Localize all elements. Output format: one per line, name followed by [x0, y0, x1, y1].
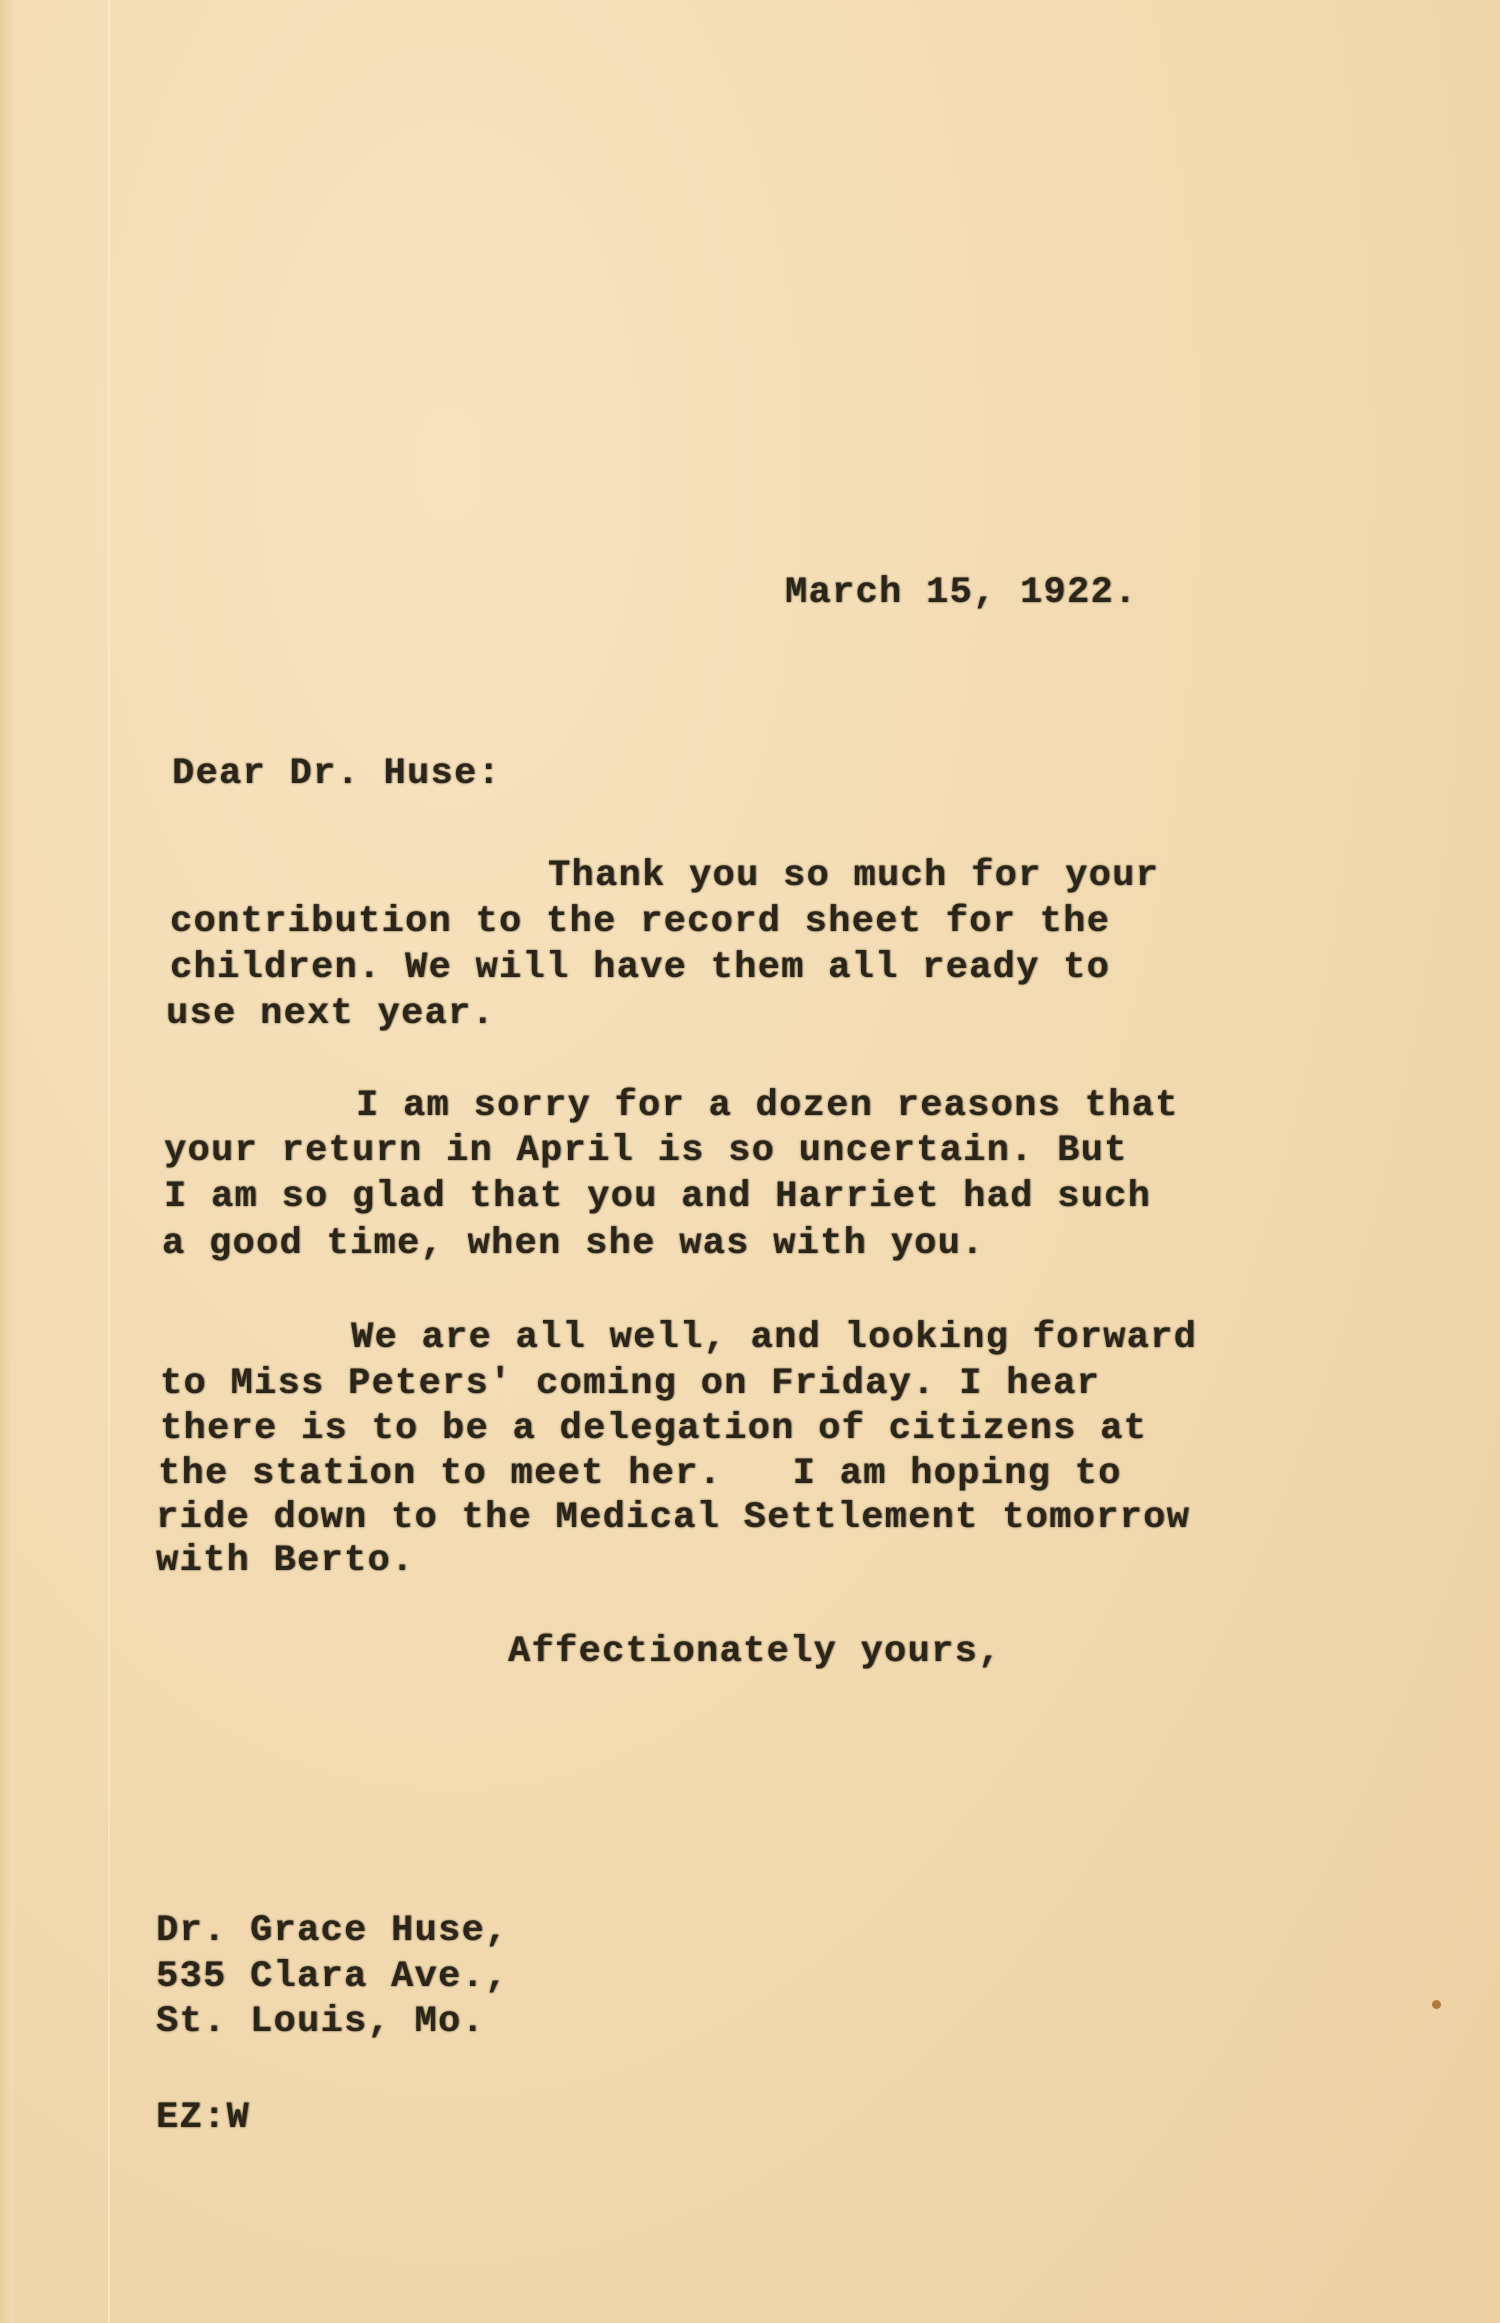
text-line: to Miss Peters' coming on Friday. I hear [160, 1363, 1101, 1405]
text-line: with Berto. [156, 1540, 415, 1582]
paper-crease [108, 0, 110, 2323]
paper-speck [1432, 2000, 1441, 2009]
text-line: We are all well, and looking forward [351, 1317, 1198, 1359]
text-line: there is to be a delegation of citizens at [160, 1408, 1148, 1450]
text-line: the station to meet her. I am hoping to [158, 1453, 1122, 1495]
address-line: St. Louis, Mo. [156, 2001, 486, 2043]
text-line: use next year. [166, 993, 496, 1035]
typist-initials: EZ:W [156, 2097, 251, 2139]
text-line: ride down to the Medical Settlement tomorrow [156, 1497, 1191, 1539]
text-line: a good time, when she was with you. [162, 1223, 985, 1265]
text-line: contribution to the record sheet for the [170, 901, 1111, 943]
letter-date: March 15, 1922. [785, 572, 1138, 614]
paper-edge [0, 0, 14, 2323]
closing: Affectionately yours, [508, 1631, 1002, 1673]
address-line: 535 Clara Ave., [156, 1956, 509, 1998]
text-line: Thank you so much for your [548, 855, 1160, 897]
text-line: children. We will have them all ready to [170, 947, 1111, 989]
text-line: your return in April is so uncertain. But [164, 1130, 1128, 1172]
salutation: Dear Dr. Huse: [172, 753, 502, 795]
text-line: I am so glad that you and Harriet had such [164, 1176, 1152, 1218]
text-line: I am sorry for a dozen reasons that [356, 1085, 1179, 1127]
address-line: Dr. Grace Huse, [156, 1910, 509, 1952]
